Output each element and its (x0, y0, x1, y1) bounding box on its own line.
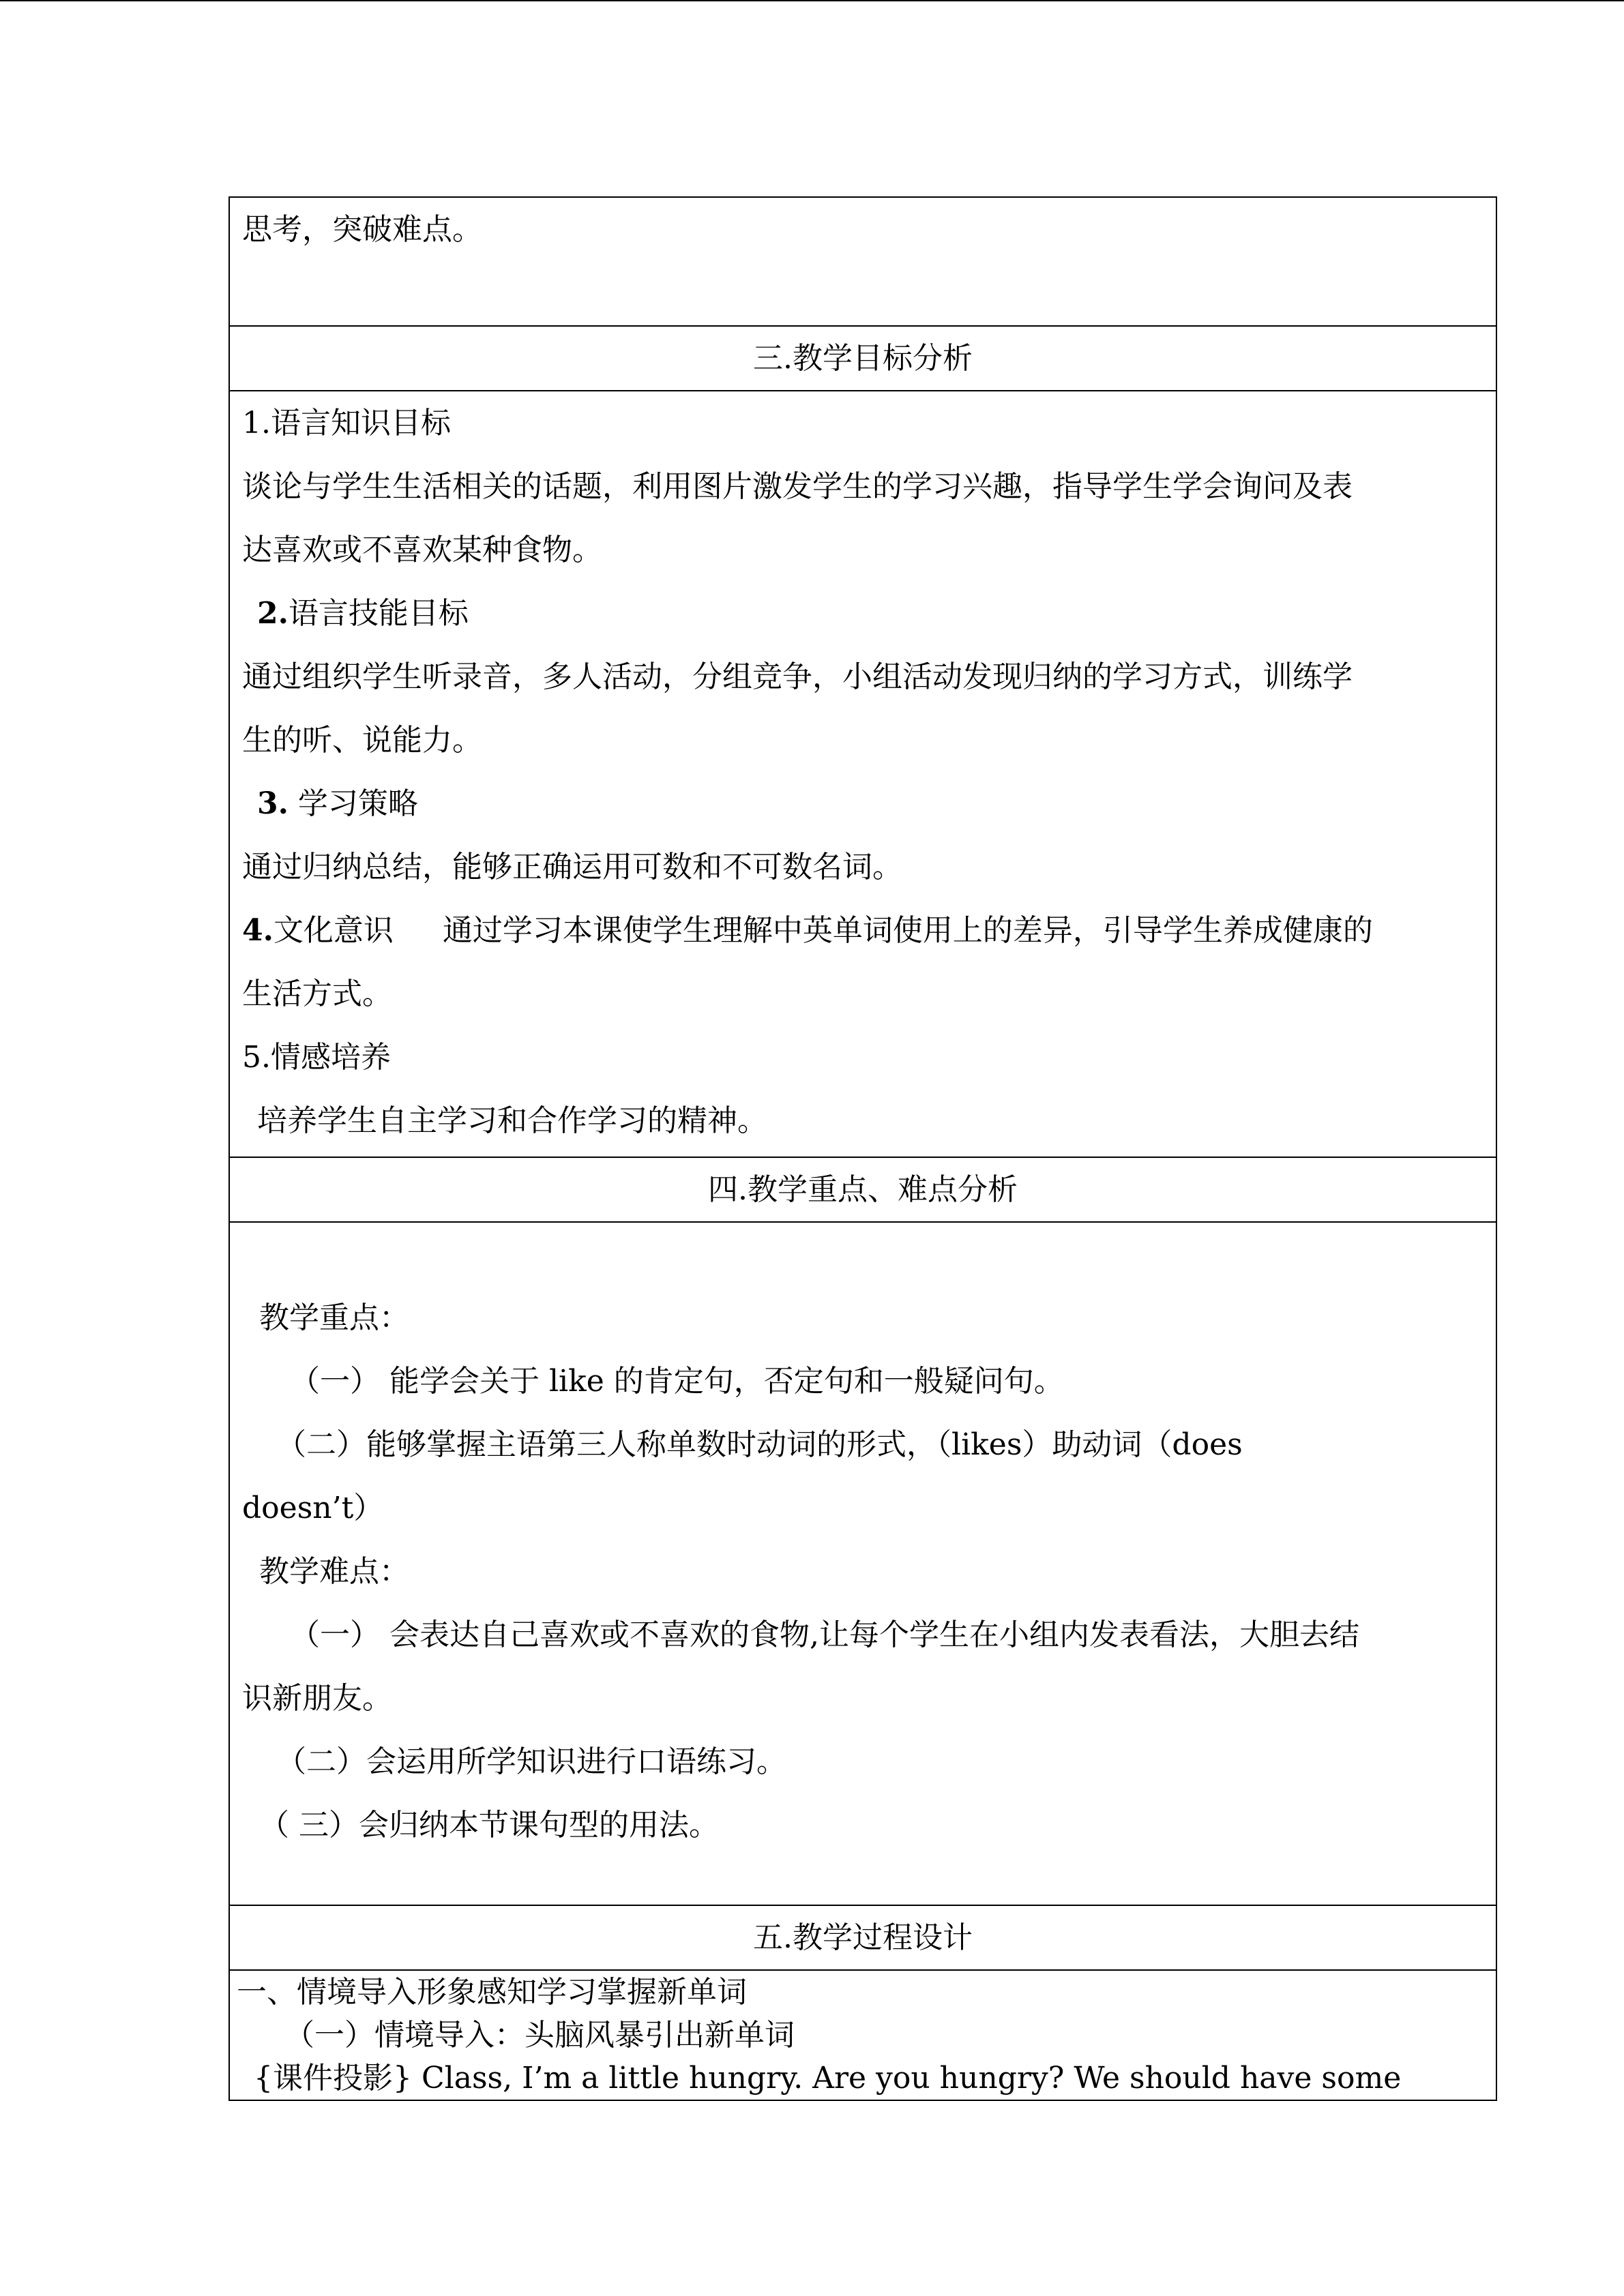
continuation-cell (229, 197, 1496, 326)
section5-body (229, 1970, 1496, 2100)
process-line-1: 一、情境导入形象感知学习掌握新单词 (237, 1975, 747, 2010)
process-line-2: （一）情境导入：头脑风暴引出新单词 (284, 2018, 795, 2053)
item3-title-line (242, 772, 1483, 835)
item3-title: 学习策略 (288, 786, 418, 821)
page-top-border (0, 0, 1624, 1)
difficult-points-title: 教学难点： (259, 1554, 409, 1589)
section3-heading-row (229, 326, 1496, 391)
section3-heading: 三.教学目标分析 (229, 326, 1496, 391)
key-point-2-line2: doesn’t） (242, 1491, 384, 1525)
item1-title: 1.语言知识目标 (242, 406, 451, 441)
item4-text: 通过学习本课使学生理解中英单词使用上的差异，引导学生养成健康的 (442, 913, 1373, 948)
item4-line2: 生活方式。 (242, 976, 392, 1011)
difficult-point-3: （ 三）会归纳本节课句型的用法。 (259, 1808, 719, 1843)
item2-number: 2. (257, 596, 289, 631)
continuation-row (229, 197, 1496, 326)
process-line-3: {课件投影} Class, I’m a little hungry. Are you hungry? We should have some (254, 2061, 1402, 2096)
item3-number: 3. (257, 786, 289, 821)
section4-heading: 四.教学重点、难点分析 (229, 1157, 1496, 1222)
item4-title: 文化意识 (273, 913, 394, 948)
item3-line1: 通过归纳总结，能够正确运用可数和不可数名词。 (242, 850, 902, 884)
section3-body-row (229, 391, 1496, 1157)
item1-line1: 谈论与学生生活相关的话题，利用图片激发学生的学习兴趣，指导学生学会询问及表 (242, 469, 1353, 504)
item5-title: 5.情感培养 (242, 1040, 391, 1075)
item2-title: 语言技能目标 (288, 596, 469, 631)
section5-heading-row (229, 1905, 1496, 1970)
section4-body-row (229, 1222, 1496, 1905)
key-points-title: 教学重点： (259, 1300, 409, 1335)
difficult-point-1-line1: （一） 会表达自己喜欢或不喜欢的食物,让每个学生在小组内发表看法，大胆去结 (290, 1617, 1359, 1652)
key-point-2-line1: （二）能够掌握主语第三人称单数时动词的形式，（likes）助动词（does (276, 1427, 1243, 1462)
lesson-plan-table (228, 196, 1497, 2101)
continuation-text: 思考，突破难点。 (242, 212, 482, 247)
section5-heading: 五.教学过程设计 (229, 1905, 1496, 1970)
difficult-point-2: （二）会运用所学知识进行口语练习。 (276, 1744, 786, 1779)
item2-line2: 生的听、说能力。 (242, 723, 482, 758)
item2-title-line (242, 582, 1483, 645)
item5-line1: 培养学生自主学习和合作学习的精神。 (257, 1103, 767, 1138)
section4-body (229, 1222, 1496, 1905)
section5-body-row (229, 1970, 1496, 2100)
section4-heading-row (229, 1157, 1496, 1222)
section3-body (229, 391, 1496, 1157)
item2-line1: 通过组织学生听录音，多人活动，分组竞争，小组活动发现归纳的学习方式，训练学 (242, 659, 1353, 694)
key-point-1: （一） 能学会关于 like 的肯定句，否定句和一般疑问句。 (290, 1364, 1064, 1399)
item4-line1 (242, 899, 1483, 962)
item4-number: 4. (242, 913, 274, 948)
item1-line2: 达喜欢或不喜欢某种食物。 (242, 533, 602, 567)
difficult-point-1-line2: 识新朋友。 (242, 1681, 392, 1716)
